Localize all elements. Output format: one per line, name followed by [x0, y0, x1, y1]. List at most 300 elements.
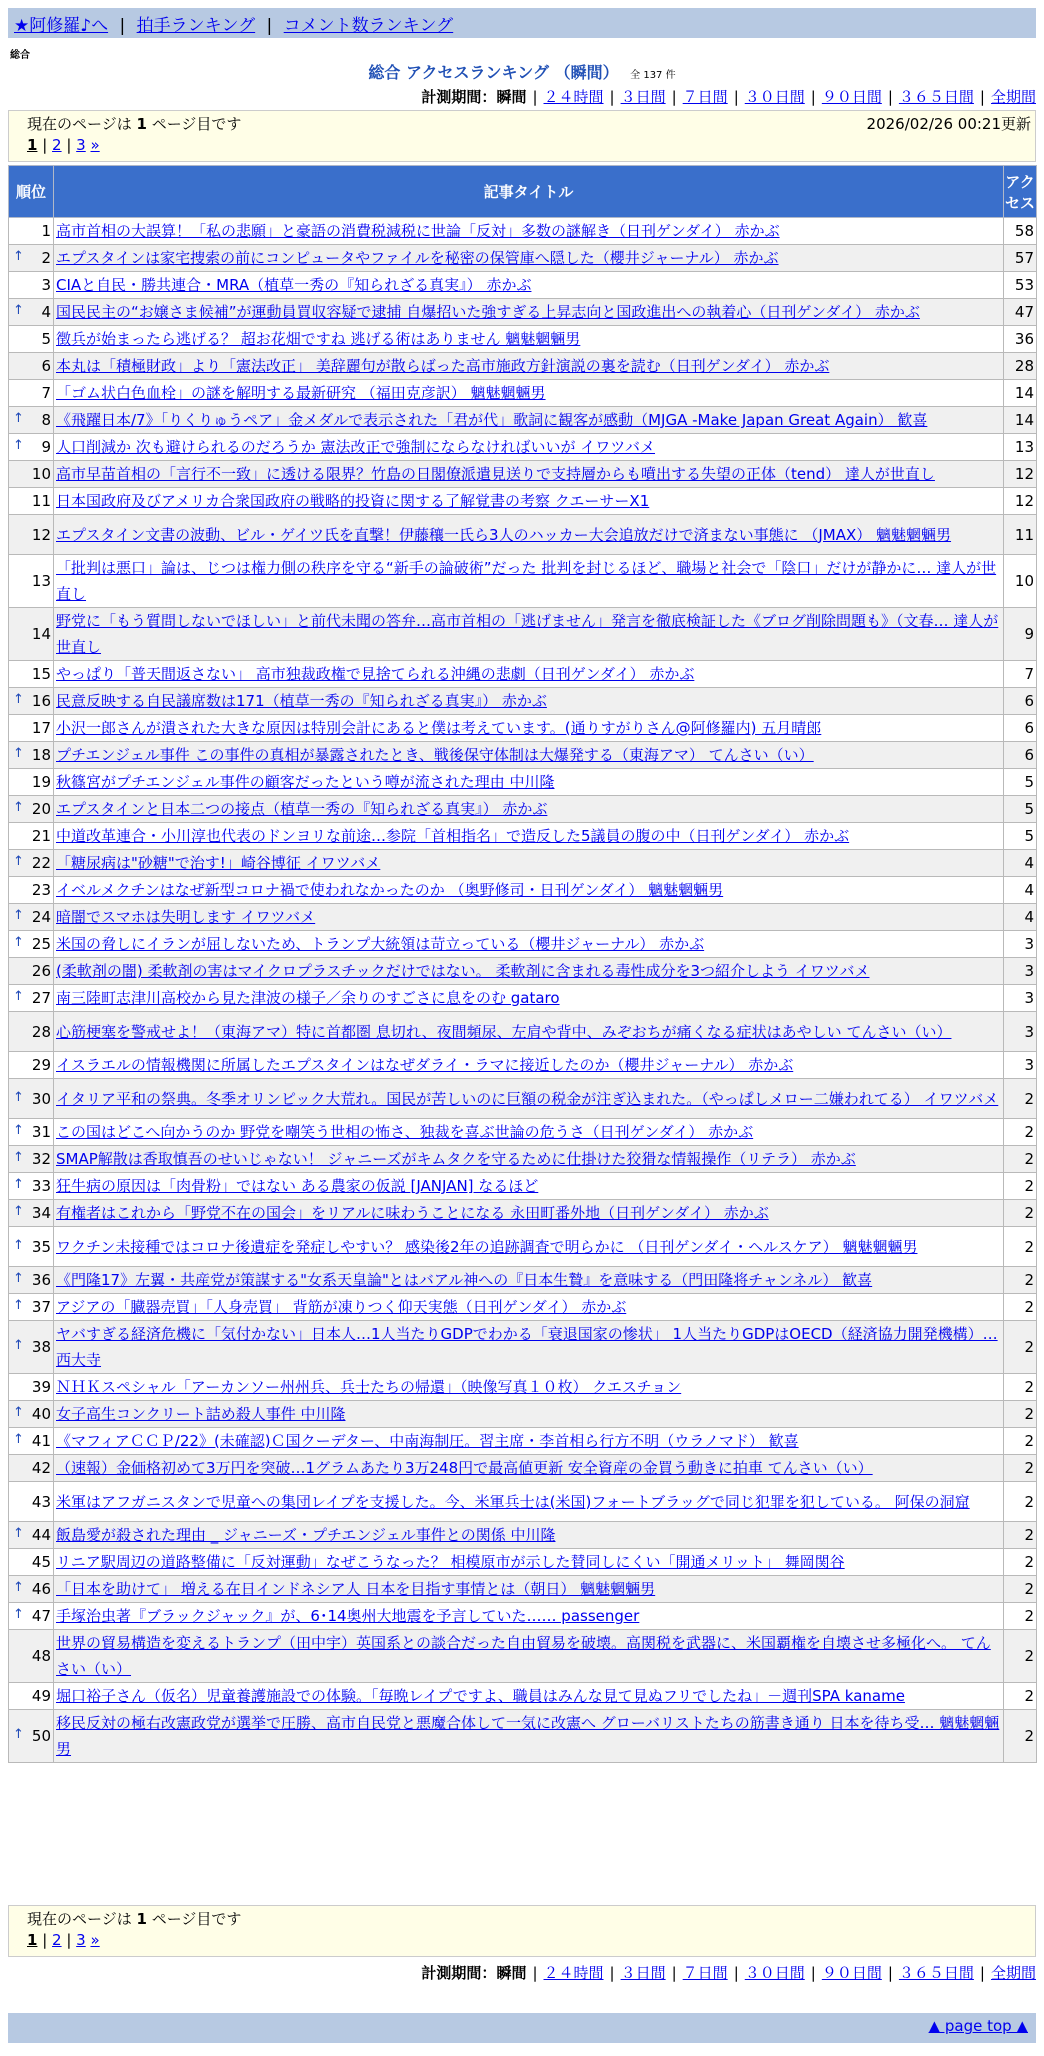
period-current: 瞬間: [496, 88, 527, 106]
table-row: [9, 688, 1037, 715]
table-row: [9, 1146, 1037, 1173]
page-top-link[interactable]: ▲ page top ▲: [928, 2017, 1028, 2035]
table-row: [9, 904, 1037, 931]
category-label: 総合: [10, 50, 30, 61]
access-count: 2: [1004, 1603, 1037, 1630]
access-count: 4: [1004, 850, 1037, 877]
access-count: 5: [1004, 769, 1037, 796]
page-link-current: 1: [27, 1931, 38, 1949]
access-count: 6: [1004, 688, 1037, 715]
table-row: [9, 1576, 1037, 1603]
article-title-link[interactable]: 「糖尿病は"砂糖"で治す!」崎谷博征 イワツバメ: [56, 854, 381, 872]
table-row: [9, 1549, 1037, 1576]
table-row: [9, 1173, 1037, 1200]
title-cell: [54, 1146, 1004, 1173]
rank-cell: [9, 904, 54, 931]
access-count: 2: [1004, 1683, 1037, 1710]
title-cell: [54, 407, 1004, 434]
article-title-link[interactable]: 「ゴム状白色血栓」の謎を解明する最新研究 （福田克彦訳） 魑魅魍魎男: [56, 384, 546, 402]
article-title-link[interactable]: 「日本を助けて」 増える在日インドネシア人 日本を目指す事情とは（朝日） 魑魅魍魎男: [56, 1580, 656, 1598]
rank-number: 21: [31, 827, 51, 845]
page-links: [27, 1931, 100, 1949]
pager-bottom: [8, 1905, 1036, 1957]
rank-up-arrow-icon: ↑: [13, 1271, 24, 1286]
article-title-link[interactable]: 小沢一郎さんが潰された大きな原因は特別会計にあると僕は考えています。(通りすがりさん@阿修羅内) 五月晴郎: [56, 719, 822, 737]
page-link-current: 1: [27, 136, 38, 154]
period-separator: |: [810, 88, 816, 106]
rank-cell: [9, 434, 54, 461]
article-title-link[interactable]: 移民反対の極右改憲政党が選挙で圧勝、高市自民党と悪魔合体して一気に改憲へ グローバリストたちの筋書き通り 日本を待ち受… 魑魅魍魎男: [56, 1714, 1000, 1758]
table-row: [9, 931, 1037, 958]
rank-cell: [9, 1079, 54, 1119]
bottom-bar: [8, 2013, 1036, 2043]
article-title-link[interactable]: 堀口裕子さん（仮名）児童養護施設での体験。「毎晩レイプですよ、職員はみんな見て見ぬフリでしたね」－週刊SPA kaname: [56, 1687, 905, 1705]
title-cell: [54, 299, 1004, 326]
rank-cell: [9, 488, 54, 515]
rank-cell: [9, 1683, 54, 1710]
rank-cell: [9, 769, 54, 796]
article-title-link[interactable]: やっぱり「普天間返さない」 高市独裁政権で見捨てられる沖縄の悲劇（日刊ゲンダイ） 赤かぶ: [56, 665, 695, 683]
title-cell: [54, 1119, 1004, 1146]
period-option-link[interactable]: ３６５日間: [898, 1964, 974, 1982]
page-links: [27, 136, 100, 154]
rank-number: 2: [41, 249, 51, 267]
table-row: [9, 1052, 1037, 1079]
page-link[interactable]: 2: [52, 136, 62, 154]
title-cell: [54, 985, 1004, 1012]
rank-up-arrow-icon: ↑: [13, 1150, 24, 1165]
title-cell: [54, 796, 1004, 823]
rank-number: 40: [31, 1405, 51, 1423]
rank-up-arrow-icon: ↑: [13, 1727, 24, 1742]
table-row: [9, 823, 1037, 850]
rank-number: 14: [31, 625, 51, 643]
rank-cell: [9, 380, 54, 407]
table-row: [9, 742, 1037, 769]
table-row: [9, 245, 1037, 272]
title-cell: [54, 608, 1004, 661]
article-title-link[interactable]: (柔軟剤の闇) 柔軟剤の害はマイクロプラスチックだけではない。 柔軟剤に含まれる毒性成分を3つ紹介しよう イワツバメ: [56, 962, 870, 980]
article-title-link[interactable]: （速報）金価格初めて3万円を突破…1グラムあたり3万248円で最高値更新 安全資産の金買う動きに拍車 てんさい（い）: [56, 1459, 873, 1477]
access-count: 28: [1004, 353, 1037, 380]
access-count: 2: [1004, 1267, 1037, 1294]
rank-number: 36: [31, 1271, 51, 1289]
article-title-link[interactable]: この国はどこへ向かうのか 野党を嘲笑う世相の怖さ、独裁を喜ぶ世論の危うさ（日刊ゲンダイ） 赤かぶ: [56, 1123, 754, 1141]
rank-number: 34: [31, 1204, 51, 1222]
rank-number: 7: [41, 384, 51, 402]
table-row: [9, 796, 1037, 823]
rank-number: 12: [31, 525, 51, 544]
access-count: 2: [1004, 1321, 1037, 1374]
rank-number: 48: [31, 1647, 51, 1665]
rank-up-arrow-icon: ↑: [13, 249, 24, 264]
title-cell: [54, 1428, 1004, 1455]
rank-number: 17: [31, 719, 51, 737]
period-option-link[interactable]: ９０日間: [821, 88, 882, 106]
rank-up-arrow-icon: ↑: [13, 1204, 24, 1219]
article-title-link[interactable]: 米国の脅しにイランが屈しないため、トランプ大統領は苛立っている（櫻井ジャーナル） 赤かぶ: [56, 935, 705, 953]
rank-number: 35: [31, 1237, 51, 1256]
title-cell: [54, 1267, 1004, 1294]
table-row: [9, 850, 1037, 877]
access-count: 3: [1004, 985, 1037, 1012]
article-title-link[interactable]: 有権者はこれから「野党不在の国会」をリアルに味わうことになる 永田町番外地（日刊ゲンダイ） 赤かぶ: [56, 1204, 769, 1222]
title-cell: [54, 515, 1004, 555]
period-option-link[interactable]: ３６５日間: [898, 88, 974, 106]
rank-cell: [9, 407, 54, 434]
rank-up-arrow-icon: ↑: [13, 1123, 24, 1138]
table-row: [9, 461, 1037, 488]
rank-column-header: 順位: [9, 166, 54, 218]
page-title: 総合 アクセスランキング （瞬間）: [368, 63, 619, 82]
article-title-link[interactable]: 《飛躍日本/7》「りくりゅうペア」金メダルで表示された「君が代」歌詞に観客が感動（MJGA -Make Japan Great Again） 歓喜: [56, 411, 928, 429]
access-count: 12: [1004, 461, 1037, 488]
rank-number: 31: [31, 1123, 51, 1141]
rank-number: 6: [41, 357, 51, 375]
title-column-header: 記事タイトル: [54, 166, 1004, 218]
rank-cell: [9, 326, 54, 353]
article-title-link[interactable]: エプスタインは家宅捜索の前にコンピュータやファイルを秘密の保管庫へ隠した（櫻井ジャーナル） 赤かぶ: [56, 249, 779, 267]
article-title-link[interactable]: 日本国政府及びアメリカ合衆国政府の戦略的投資に関する了解覚書の考察 クエーサーX1: [56, 492, 650, 510]
article-title-link[interactable]: 《マフィアＣＣＰ/22》(未確認)Ｃ国クーデター、中南海制圧。習主席・李首相ら行方不明（ウラノマド） 歓喜: [56, 1432, 799, 1450]
rank-cell: [9, 1401, 54, 1428]
article-title-link[interactable]: 秋篠宮がプチエンジェル事件の顧客だったという噂が流された理由 中川隆: [56, 773, 555, 791]
nav-separator: |: [266, 16, 273, 36]
article-title-link[interactable]: CIAと自民・勝共連合・MRA（植草一秀の『知られざる真実』） 赤かぶ: [56, 276, 532, 294]
rank-number: 50: [31, 1727, 51, 1745]
rank-cell: [9, 877, 54, 904]
article-title-link[interactable]: 《門隆17》左翼・共産党が策謀する"女系天皇論"とはバアル神への『日本生贄』を意味する（門田隆将チャンネル） 歓喜: [56, 1271, 873, 1289]
period-option-link[interactable]: ２４時間: [543, 88, 604, 106]
rank-cell: [9, 1428, 54, 1455]
rank-cell: [9, 299, 54, 326]
rank-up-arrow-icon: ↑: [13, 692, 24, 707]
access-count: 2: [1004, 1428, 1037, 1455]
title-cell: [54, 555, 1004, 608]
article-title-link[interactable]: ヤバすぎる経済危機に「気付かない」日本人…1人当たりGDPでわかる「衰退国家の惨状」 1人当たりGDPはOECD（経済協力開発機構）… 西大寺: [56, 1325, 998, 1369]
article-title-link[interactable]: 徴兵が始まったら逃げる？ 超お花畑ですね 逃げる術はありません 魑魅魍魎男: [56, 330, 581, 348]
rank-cell: [9, 1119, 54, 1146]
table-row: [9, 1079, 1037, 1119]
rank-number: 49: [31, 1687, 51, 1705]
updated-timestamp: 2026/02/26 00:21更新: [866, 115, 1031, 133]
period-selector-top: [421, 86, 1036, 107]
page-separator: |: [61, 1931, 77, 1949]
access-count: 14: [1004, 380, 1037, 407]
rank-cell: [9, 1710, 54, 1763]
access-count: 2: [1004, 1374, 1037, 1401]
title-cell: [54, 1522, 1004, 1549]
access-count: 2: [1004, 1401, 1037, 1428]
rank-cell: [9, 1549, 54, 1576]
title-cell: [54, 326, 1004, 353]
rank-number: 18: [31, 746, 51, 764]
table-row: [9, 1522, 1037, 1549]
rank-number: 26: [31, 962, 51, 980]
rank-cell: [9, 1321, 54, 1374]
title-cell: [54, 1576, 1004, 1603]
period-separator: |: [810, 1964, 816, 1982]
title-cell: [54, 380, 1004, 407]
article-title-link[interactable]: 米軍はアフガニスタンで児童への集団レイプを支援した。今、米軍兵士は(米国)フォートブラッグで同じ犯罪を犯している。 阿保の洞窟: [56, 1492, 970, 1511]
rank-cell: [9, 661, 54, 688]
article-title-link[interactable]: エプスタイン文書の波動、ビル・ゲイツ氏を直撃！伊藤穰一氏ら3人のハッカー大会追放だけで済まない事態に （JMAX） 魑魅魍魎男: [56, 525, 952, 544]
rank-cell: [9, 796, 54, 823]
period-separator: |: [887, 1964, 893, 1982]
period-option-link[interactable]: ７日間: [682, 1964, 728, 1982]
comment-ranking-link[interactable]: コメント数ランキング: [283, 16, 454, 36]
current-page-text: 現在のページは 1 ページ目です: [27, 1910, 242, 1928]
rank-cell: [9, 1294, 54, 1321]
rank-up-arrow-icon: ↑: [13, 438, 24, 453]
rank-up-arrow-icon: ↑: [13, 800, 24, 815]
table-row: [9, 661, 1037, 688]
access-count: 2: [1004, 1549, 1037, 1576]
access-count: 2: [1004, 1522, 1037, 1549]
rank-cell: [9, 688, 54, 715]
rank-cell: [9, 1482, 54, 1522]
access-count: 2: [1004, 1630, 1037, 1683]
title-cell: [54, 1482, 1004, 1522]
rank-up-arrow-icon: ↑: [13, 935, 24, 950]
rank-up-arrow-icon: ↑: [13, 1526, 24, 1541]
article-title-link[interactable]: リニア駅周辺の道路整備に「反対運動」なぜこうなった？ 相模原市が示した賛同しにくい「開通メリット」 舞岡関谷: [56, 1553, 845, 1571]
article-title-link[interactable]: エプスタインと日本二つの接点（植草一秀の『知られざる真実』） 赤かぶ: [56, 800, 548, 818]
title-cell: [54, 1294, 1004, 1321]
access-count: 2: [1004, 1146, 1037, 1173]
table-row: [9, 1119, 1037, 1146]
access-count: 2: [1004, 1482, 1037, 1522]
article-title-link[interactable]: 人口削減か 次も避けられるのだろうか 憲法改正で強制にならなければいいが イワツバメ: [56, 438, 656, 456]
rank-up-arrow-icon: ↑: [13, 1237, 24, 1253]
article-title-link[interactable]: 心筋梗塞を警戒せよ！（東海アマ）特に首都圏 息切れ、夜間頻尿、左肩や背中、みぞおちが痛くなる症状はあやしい てんさい（い）: [56, 1022, 952, 1041]
page-link[interactable]: 2: [52, 1931, 62, 1949]
table-row: [9, 1227, 1037, 1267]
access-count: 5: [1004, 796, 1037, 823]
period-option-link[interactable]: ３日間: [620, 1964, 666, 1982]
period-option-link[interactable]: 全期間: [990, 1964, 1036, 1982]
period-option-link[interactable]: ３日間: [620, 88, 666, 106]
article-title-link[interactable]: イタリア平和の祭典。冬季オリンピック大荒れ。国民が苦しいのに巨額の税金が注ぎ込まれた。（やっぱしメロー二嫌われてる） イワツバメ: [56, 1089, 999, 1108]
period-option-link[interactable]: 全期間: [990, 88, 1036, 106]
table-header-row: [9, 166, 1037, 218]
period-option-link[interactable]: ２４時間: [543, 1964, 604, 1982]
rank-number: 33: [31, 1177, 51, 1195]
period-separator: |: [671, 1964, 677, 1982]
title-cell: [54, 353, 1004, 380]
access-count: 5: [1004, 823, 1037, 850]
rank-cell: [9, 1455, 54, 1482]
title-cell: [54, 1630, 1004, 1683]
rank-cell: [9, 1374, 54, 1401]
period-option-link[interactable]: ３０日間: [744, 88, 805, 106]
title-cell: [54, 434, 1004, 461]
table-row: [9, 1267, 1037, 1294]
period-option-link[interactable]: ９０日間: [821, 1964, 882, 1982]
period-selector-bottom: [421, 1962, 1036, 1983]
page-link[interactable]: 3: [76, 136, 86, 154]
access-count: 14: [1004, 407, 1037, 434]
article-title-link[interactable]: 国民民主の“お嬢さま候補”が運動員買収容疑で逮捕 自爆招いた強すぎる上昇志向と国政進出への執着心（日刊ゲンダイ） 赤かぶ: [56, 303, 920, 321]
rank-cell: [9, 353, 54, 380]
title-cell: [54, 850, 1004, 877]
table-row: [9, 1710, 1037, 1763]
access-count: 10: [1004, 555, 1037, 608]
access-count: 3: [1004, 1052, 1037, 1079]
rank-cell: [9, 1146, 54, 1173]
article-title-link[interactable]: 狂牛病の原因は「肉骨粉」ではない ある農家の仮説 [JANJAN] なるほど: [56, 1177, 539, 1195]
rank-number: 29: [31, 1056, 51, 1074]
article-title-link[interactable]: 民意反映する自民議席数は171（植草一秀の『知られざる真実』） 赤かぶ: [56, 692, 547, 710]
rank-cell: [9, 1267, 54, 1294]
access-count: 2: [1004, 1576, 1037, 1603]
current-page-text: 現在のページは 1 ページ目です: [27, 115, 242, 133]
access-count: 2: [1004, 1227, 1037, 1267]
access-column-header: アクセス: [1004, 166, 1037, 218]
rank-up-arrow-icon: ↑: [13, 1405, 24, 1420]
article-title-link[interactable]: ワクチン未接種ではコロナ後遺症を発症しやすい？ 感染後2年の追跡調査で明らかに （日刊ゲンダイ・ヘルスケア） 魑魅魍魎男: [56, 1237, 918, 1256]
article-title-link[interactable]: 野党に「もう質問しないでほしい」と前代未聞の答弁…高市首相の「逃げません」発言を徹底検証した《ブログ削除問題も》（文春… 達人が世直し: [56, 612, 999, 656]
article-title-link[interactable]: 手塚治虫著『ブラックジャック』が、6･14奥州大地震を予言していた…… passenger: [56, 1607, 640, 1625]
access-count: 6: [1004, 742, 1037, 769]
table-row: [9, 1294, 1037, 1321]
table-row: [9, 515, 1037, 555]
access-count: 36: [1004, 326, 1037, 353]
title-cell: [54, 218, 1004, 245]
clap-ranking-link[interactable]: 拍手ランキング: [136, 16, 256, 36]
table-row: [9, 272, 1037, 299]
article-title-link[interactable]: 高市早苗首相の「言行不一致」に透ける限界？竹島の日閣僚派遣見送りで支持層からも噴出する失望の正体（tend） 達人が世直し: [56, 465, 935, 483]
access-count: 9: [1004, 608, 1037, 661]
access-count: 6: [1004, 715, 1037, 742]
rank-cell: [9, 1227, 54, 1267]
title-cell: [54, 1079, 1004, 1119]
rank-cell: [9, 985, 54, 1012]
rank-up-arrow-icon: ↑: [13, 908, 24, 923]
article-title-link[interactable]: 高市首相の大誤算！「私の悲願」と豪語の消費税減税に世論「反対」多数の謎解き（日刊ゲンダイ） 赤かぶ: [56, 222, 780, 240]
article-title-link[interactable]: ＮＨＫスペシャル「アーカンソー州州兵、兵士たちの帰還」（映像写真１０枚） クエスチョン: [56, 1378, 682, 1396]
ranking-table: [8, 165, 1037, 1763]
title-cell: [54, 688, 1004, 715]
rank-cell: [9, 245, 54, 272]
rank-number: 15: [31, 665, 51, 683]
title-cell: [54, 1052, 1004, 1079]
rank-number: 23: [31, 881, 51, 899]
rank-number: 25: [31, 935, 51, 953]
next-page-link[interactable]: »: [90, 1931, 100, 1949]
table-row: [9, 1012, 1037, 1052]
rank-cell: [9, 272, 54, 299]
access-count: 4: [1004, 877, 1037, 904]
period-separator: |: [532, 88, 538, 106]
table-row: [9, 434, 1037, 461]
rank-up-arrow-icon: ↑: [13, 989, 24, 1004]
table-row: [9, 1428, 1037, 1455]
next-page-link[interactable]: »: [90, 136, 100, 154]
table-row: [9, 488, 1037, 515]
table-row: [9, 1374, 1037, 1401]
article-title-link[interactable]: 「批判は悪口」論は、じつは権力側の秩序を守る“新手の論破術”だった 批判を封じるほど、職場と社会で「陰口」だけが静かに… 達人が世直し: [56, 559, 997, 603]
rank-up-arrow-icon: ↑: [13, 1607, 24, 1622]
rank-up-arrow-icon: ↑: [13, 746, 24, 761]
access-count: 2: [1004, 1173, 1037, 1200]
article-title-link[interactable]: プチエンジェル事件 この事件の真相が暴露されたとき、戦後保守体制は大爆発する（東海アマ） てんさい（い）: [56, 746, 814, 764]
page-separator: |: [61, 136, 77, 154]
article-title-link[interactable]: 中道改革連合・小川淳也代表のドンヨリな前途…参院「首相指名」で造反した5議員の腹の中（日刊ゲンダイ） 赤かぶ: [56, 827, 850, 845]
nav-separator: |: [119, 16, 126, 36]
rank-cell: [9, 461, 54, 488]
page-separator: |: [37, 136, 53, 154]
table-row: [9, 1200, 1037, 1227]
title-cell: [54, 823, 1004, 850]
top-nav-bar: [8, 8, 1036, 38]
title-cell: [54, 272, 1004, 299]
page-link[interactable]: 3: [76, 1931, 86, 1949]
article-title-link[interactable]: 南三陸町志津川高校から見た津波の様子／余りのすごさに息をのむ gataro: [56, 989, 560, 1007]
period-option-link[interactable]: ７日間: [682, 88, 728, 106]
ranking-title-block: [0, 60, 1044, 83]
rank-cell: [9, 1603, 54, 1630]
rank-up-arrow-icon: ↑: [13, 1298, 24, 1313]
article-title-link[interactable]: SMAP解散は香取慎吾のせいじゃない！ ジャニーズがキムタクを守るために仕掛けた狡猾な情報操作（リテラ） 赤かぶ: [56, 1150, 856, 1168]
rank-up-arrow-icon: ↑: [13, 411, 24, 426]
access-count: 12: [1004, 488, 1037, 515]
table-row: [9, 555, 1037, 608]
period-option-link[interactable]: ３０日間: [744, 1964, 805, 1982]
article-title-link[interactable]: 飯島愛が殺された理由 _ ジャニーズ・プチエンジェル事件との関係 中川隆: [56, 1526, 556, 1544]
article-title-link[interactable]: イベルメクチンはなぜ新型コロナ禍で使われなかったのか （奥野修司・日刊ゲンダイ） 魑魅魍魎男: [56, 881, 724, 899]
title-cell: [54, 488, 1004, 515]
access-count: 3: [1004, 958, 1037, 985]
period-separator: |: [979, 88, 985, 106]
article-title-link[interactable]: イスラエルの情報機関に所属したエプスタインはなぜダライ・ラマに接近したのか（櫻井ジャーナル） 赤かぶ: [56, 1056, 794, 1074]
period-separator: |: [887, 88, 893, 106]
access-count: 2: [1004, 1119, 1037, 1146]
title-cell: [54, 1321, 1004, 1374]
rank-number: 4: [41, 303, 51, 321]
rank-cell: [9, 515, 54, 555]
article-title-link[interactable]: アジアの「臓器売買」「人身売買」 背筋が凍りつく仰天実態（日刊ゲンダイ） 赤かぶ: [56, 1298, 627, 1316]
rank-cell: [9, 1200, 54, 1227]
rank-cell: [9, 931, 54, 958]
table-row: [9, 877, 1037, 904]
rank-number: 3: [41, 276, 51, 294]
access-count: 2: [1004, 1079, 1037, 1119]
access-count: 4: [1004, 904, 1037, 931]
article-title-link[interactable]: 女子高生コンクリート詰め殺人事件 中川隆: [56, 1405, 346, 1423]
title-cell: [54, 877, 1004, 904]
rank-number: 11: [31, 492, 51, 510]
rank-cell: [9, 715, 54, 742]
article-title-link[interactable]: 世界の貿易構造を変えるトランプ（田中宇）英国系との談合だった自由貿易を破壊。高関税を武器に、米国覇権を自壊させ多極化へ。 てんさい（い）: [56, 1634, 991, 1678]
rank-cell: [9, 1522, 54, 1549]
rank-number: 30: [31, 1089, 51, 1108]
title-cell: [54, 931, 1004, 958]
rank-cell: [9, 1052, 54, 1079]
period-separator: |: [609, 1964, 615, 1982]
rank-up-arrow-icon: ↑: [13, 1089, 24, 1105]
home-link[interactable]: ★阿修羅♪へ: [14, 16, 109, 36]
table-row: [9, 1321, 1037, 1374]
rank-number: 27: [31, 989, 51, 1007]
access-count: 3: [1004, 1012, 1037, 1052]
table-row: [9, 1455, 1037, 1482]
article-title-link[interactable]: 暗闇でスマホは失明します イワツバメ: [56, 908, 316, 926]
table-row: [9, 380, 1037, 407]
rank-cell: [9, 1012, 54, 1052]
title-cell: [54, 1012, 1004, 1052]
article-title-link[interactable]: 本丸は「積極財政」より「憲法改正」 美辞麗句が散らばった高市施政方針演説の裏を読む（日刊ゲンダイ） 赤かぶ: [56, 357, 830, 375]
